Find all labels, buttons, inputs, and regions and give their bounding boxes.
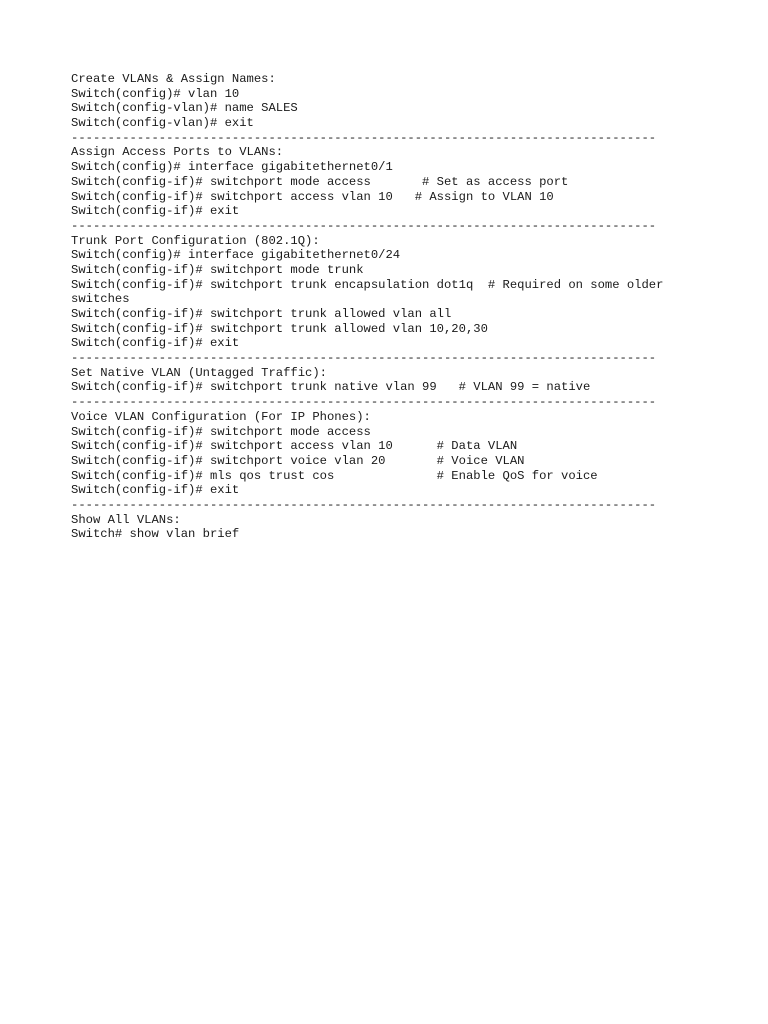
dashed-divider: -------------------------------------------------------------------------------- [71, 351, 657, 366]
section-heading-voice-vlan: Voice VLAN Configuration (For IP Phones): [71, 409, 371, 424]
dashed-divider: -------------------------------------------------------------------------------- [71, 395, 657, 410]
command-line: Switch(config-vlan)# exit [71, 116, 254, 131]
command-line: Switch(config-if)# switchport access vlan 10 # Data VLAN [71, 439, 518, 454]
command-line: Switch(config-if)# exit [71, 483, 240, 498]
dashed-divider: -------------------------------------------------------------------------------- [71, 497, 657, 512]
section-heading-native-vlan: Set Native VLAN (Untagged Traffic): [71, 365, 327, 380]
section-heading-trunk-port: Trunk Port Configuration (802.1Q): [71, 233, 320, 248]
command-line: Switch(config-vlan)# name SALES [71, 101, 298, 116]
command-line: Switch(config-if)# exit [71, 336, 240, 351]
command-line: Switch(config-if)# exit [71, 204, 240, 219]
command-line: Switch(config)# interface gigabitethernet0/1 [71, 160, 393, 175]
section-heading-show-vlans: Show All VLANs: [71, 512, 181, 527]
command-line: Switch(config)# vlan 10 [71, 86, 240, 101]
command-line: Switch(config-if)# switchport trunk allowed vlan 10,20,30 [71, 321, 488, 336]
dashed-divider: -------------------------------------------------------------------------------- [71, 218, 657, 233]
command-line: Switch(config-if)# switchport mode access # Set as access port [71, 174, 569, 189]
dashed-divider: -------------------------------------------------------------------------------- [71, 130, 657, 145]
command-line: Switch(config-if)# switchport voice vlan 20 # Voice VLAN [71, 453, 525, 468]
section-heading-access-ports: Assign Access Ports to VLANs: [71, 145, 284, 160]
command-line: Switch(config-if)# switchport trunk allowed vlan all [71, 307, 452, 321]
command-line: Switch(config)# interface gigabitethernet0/24 [71, 248, 401, 263]
command-line-wrap: switches [71, 292, 130, 307]
command-line: Switch(config-if)# switchport trunk native vlan 99 # VLAN 99 = native [71, 380, 591, 395]
document-page [71, 72, 711, 542]
command-line: Switch(config-if)# switchport access vlan 10 # Assign to VLAN 10 [71, 189, 554, 204]
command-line: Switch# show vlan brief [71, 527, 240, 542]
command-line: Switch(config-if)# switchport mode access [71, 424, 371, 439]
command-line: Switch(config-if)# mls qos trust cos # Enable QoS for voice [71, 468, 598, 483]
section-heading-create-vlans: Create VLANs & Assign Names: [71, 72, 276, 86]
command-line: Switch(config-if)# switchport trunk encapsulation dot1q # Required on some older [71, 277, 664, 292]
command-line: Switch(config-if)# switchport mode trunk [71, 262, 364, 277]
